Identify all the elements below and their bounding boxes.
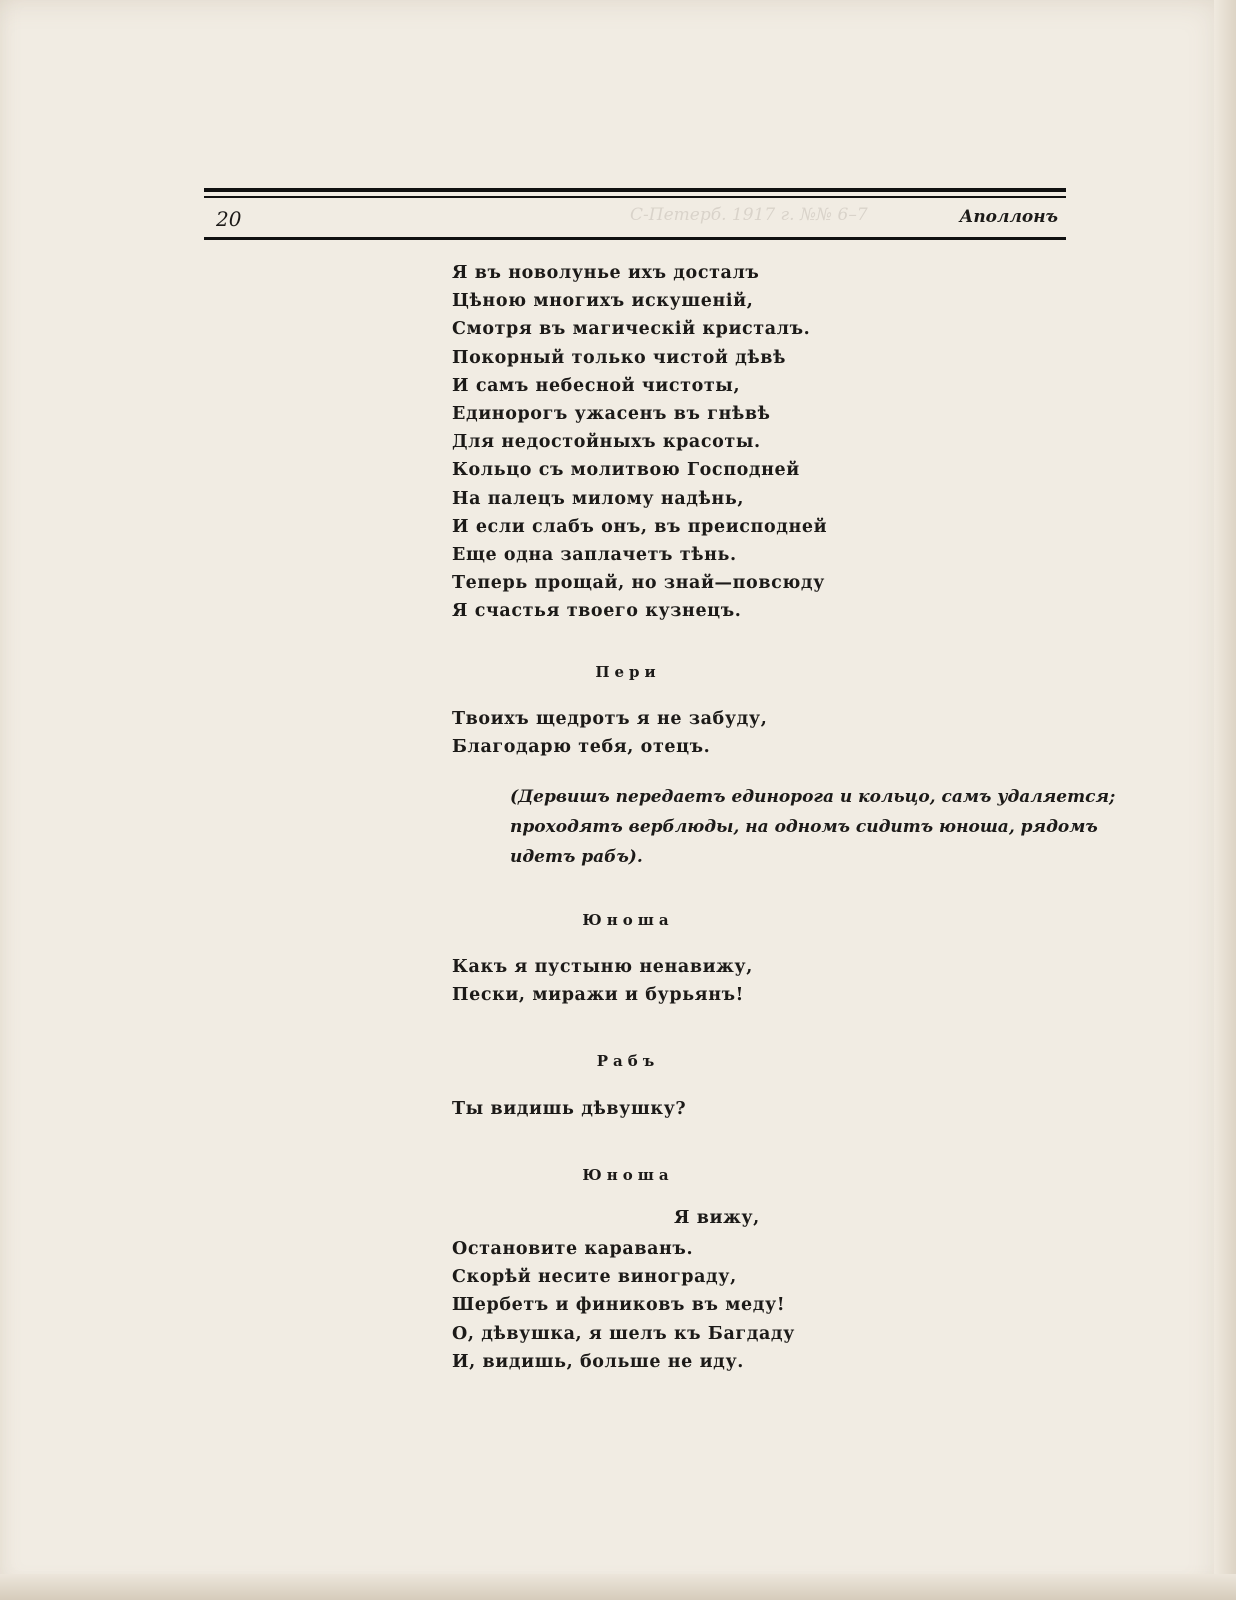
speaker-name: Пери [595, 663, 661, 681]
stage-direction-line: (Дервишъ передаетъ единорога и кольцо, самъ удаляется; [510, 787, 1116, 807]
verse-line: Цѣною многихъ искушеній, [452, 291, 754, 312]
page-edge-bottom [0, 1574, 1236, 1600]
verse-line: Пески, миражи и бурьянъ! [452, 985, 744, 1006]
verse-line: Еще одна заплачетъ тѣнь. [452, 545, 737, 566]
verse-line: О, дѣвушка, я шелъ къ Багдаду [452, 1323, 795, 1344]
verse-line: Единорогъ ужасенъ въ гнѣвѣ [452, 404, 771, 425]
verse-line: На палецъ милому надѣнь, [452, 488, 745, 509]
verse-line: Покорный только чистой дѣвѣ [452, 347, 786, 368]
stage-direction-line: проходятъ верблюды, на одномъ сидитъ юноша, рядомъ [510, 817, 1098, 837]
verse-line: Скорѣй несите винограду, [452, 1267, 737, 1288]
stanza-2 [452, 705, 767, 761]
speaker-name: Юноша [582, 911, 674, 929]
running-title: Аполлонъ [959, 207, 1058, 227]
stanza-3 [452, 953, 753, 1009]
verse-line: И самъ небесной чистоты, [452, 375, 741, 396]
page-edge-right [1214, 0, 1236, 1600]
verse-line: И, видишь, больше не иду. [452, 1351, 744, 1372]
verse-line: Смотря въ магическій кристалъ. [452, 319, 811, 340]
verse-line: Я счастья твоего кузнецъ. [452, 601, 742, 622]
verse-line: Шербетъ и финиковъ въ меду! [452, 1295, 786, 1316]
verse-line: Твоихъ щедротъ я не забуду, [452, 709, 768, 729]
verse-line: Благодарю тебя, отецъ. [452, 737, 711, 758]
stage-direction-line: идетъ рабъ). [510, 847, 643, 867]
header-rule-top-thin [204, 196, 1066, 198]
verse-line: Теперь прощай, но знай—повсюду [452, 573, 825, 594]
show-through-text: С-Петерб. 1917 г. №№ 6–7 [630, 205, 868, 225]
header-rule-top [204, 188, 1066, 192]
verse-line: Ты видишь дѣвушку? [452, 1099, 687, 1119]
verse-line: Я въ новолунье ихъ досталъ [452, 263, 760, 283]
speaker-name: Рабъ [596, 1052, 660, 1070]
page-number: 20 [216, 207, 242, 231]
verse-line: Остановите караванъ. [452, 1239, 694, 1259]
stage-direction [510, 782, 1116, 872]
stanza-1 [452, 259, 827, 626]
verse-half-line: Я вижу, [674, 1208, 760, 1228]
verse-line: И если слабъ онъ, въ преисподней [452, 516, 828, 537]
header-rule-bottom [204, 237, 1066, 240]
verse-line: Какъ я пустыню ненавижу, [452, 957, 753, 977]
verse-line: Для недостойныхъ красоты. [452, 432, 761, 453]
verse-line: Кольцо съ молитвою Господней [452, 460, 800, 481]
speaker-name: Юноша [582, 1166, 674, 1184]
stanza-4 [452, 1095, 686, 1123]
stanza-5 [452, 1235, 795, 1376]
